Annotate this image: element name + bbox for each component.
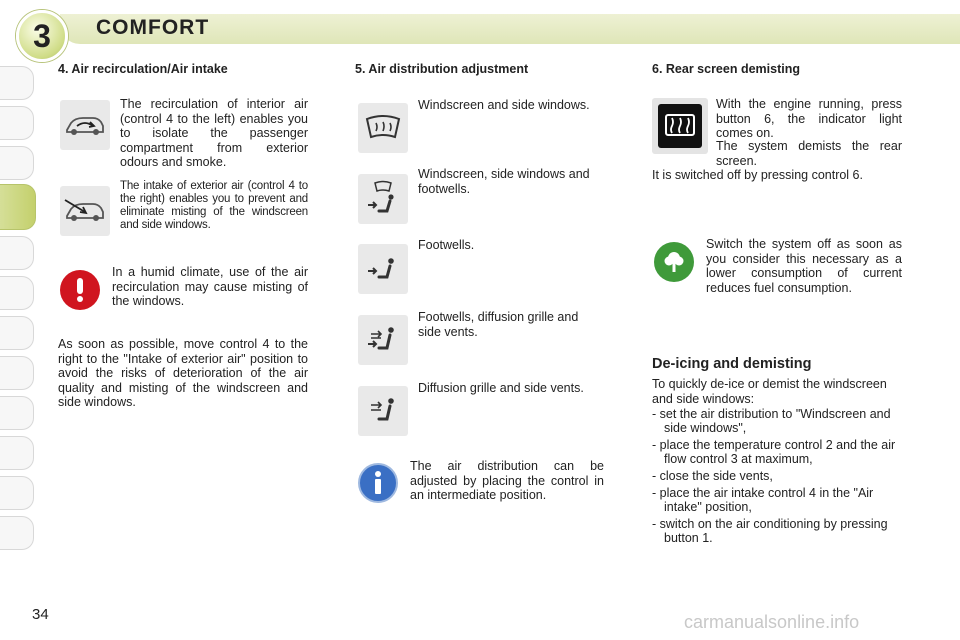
air-intake-icon — [60, 186, 110, 236]
deicing-title: De-icing and demisting — [652, 356, 812, 372]
windscreen-icon — [358, 103, 408, 153]
page-header — [0, 0, 960, 52]
eco-text: Switch the system off as soon as you consider this necessary as a lower consumption of current reduces fuel consumption. — [706, 237, 902, 295]
rear-demist-text-b: The system demists the rear screen. — [716, 139, 902, 168]
deicing-step: - close the side vents, — [652, 469, 773, 483]
watermark: carmanualsonline.info — [684, 612, 860, 632]
rear-demist-text-a: With the engine running, press button 6, the indicator light comes on. — [716, 97, 902, 140]
section5-heading: 5. Air distribution adjustment — [355, 62, 529, 76]
chapter-title: COMFORT — [96, 16, 210, 39]
chapter-tab[interactable] — [0, 146, 34, 180]
recirculation-text: The recirculation of interior air (control 4 to the left) enables you to isolate the passenger compartment from exterior odours and smoke. — [120, 97, 308, 169]
warning-text: In a humid climate, use of the air recirculation may cause misting of the windows. — [112, 265, 308, 308]
warning-icon — [60, 270, 100, 310]
section6-heading: 6. Rear screen demisting — [652, 62, 800, 76]
chapter-badge: 3 — [16, 10, 68, 62]
chapter-tab[interactable] — [0, 396, 34, 430]
deicing-steps — [652, 407, 904, 548]
section4-heading: 4. Air recirculation/Air intake — [58, 62, 228, 76]
air-intake-text: The intake of exterior air (control 4 to the right) enables you to prevent and eliminate misting of the windscreen and side windows. — [120, 180, 308, 231]
page-number: 34 — [32, 606, 49, 623]
chapter-tabs — [0, 66, 34, 576]
chapter-tab[interactable] — [0, 516, 34, 550]
chapter-tab[interactable] — [0, 66, 34, 100]
deicing-step: - switch on the air conditioning by pressing button 1. — [652, 517, 888, 545]
vents-icon — [358, 386, 408, 436]
deicing-step: - place the temperature control 2 and the air flow control 3 at maximum, — [652, 438, 896, 466]
deicing-step: - place the air intake control 4 in the "Air intake" position, — [652, 486, 874, 514]
rear-demist-text-c: It is switched off by pressing control 6. — [652, 168, 863, 182]
chapter-tab[interactable] — [0, 106, 34, 140]
info-text: The air distribution can be adjusted by placing the control in an intermediate position. — [410, 459, 604, 502]
info-icon — [358, 463, 398, 503]
chapter-tab[interactable] — [0, 316, 34, 350]
recirculation-icon — [60, 100, 110, 150]
chapter-tab[interactable] — [0, 476, 34, 510]
chapter-tab[interactable] — [0, 276, 34, 310]
windscreen-footwell-icon — [358, 174, 408, 224]
chapter-tab[interactable] — [0, 356, 34, 390]
distribution-option-label: Windscreen, side windows and footwells. — [418, 167, 590, 196]
deicing-intro: To quickly de-ice or demist the windscreen and side windows: — [652, 377, 887, 406]
footwell-icon — [358, 244, 408, 294]
distribution-option-label: Footwells. — [418, 238, 475, 252]
chapter-tab-active[interactable] — [0, 184, 36, 230]
chapter-tab[interactable] — [0, 436, 34, 470]
footwell-vents-icon — [358, 315, 408, 365]
distribution-option-label: Diffusion grille and side vents. — [418, 381, 584, 395]
advice-text: As soon as possible, move control 4 to the right to the "Intake of exterior air" position to avoid the risks of deterioration of the air quality and misting of the windscreen and side windows. — [58, 337, 308, 409]
chapter-tab[interactable] — [0, 236, 34, 270]
deicing-step: - set the air distribution to "Windscreen and side windows", — [652, 407, 891, 435]
distribution-option-label: Footwells, diffusion grille and side vents. — [418, 310, 579, 339]
rear-demist-button — [652, 98, 708, 154]
distribution-option-label: Windscreen and side windows. — [418, 98, 590, 112]
eco-tree-icon — [654, 242, 694, 282]
